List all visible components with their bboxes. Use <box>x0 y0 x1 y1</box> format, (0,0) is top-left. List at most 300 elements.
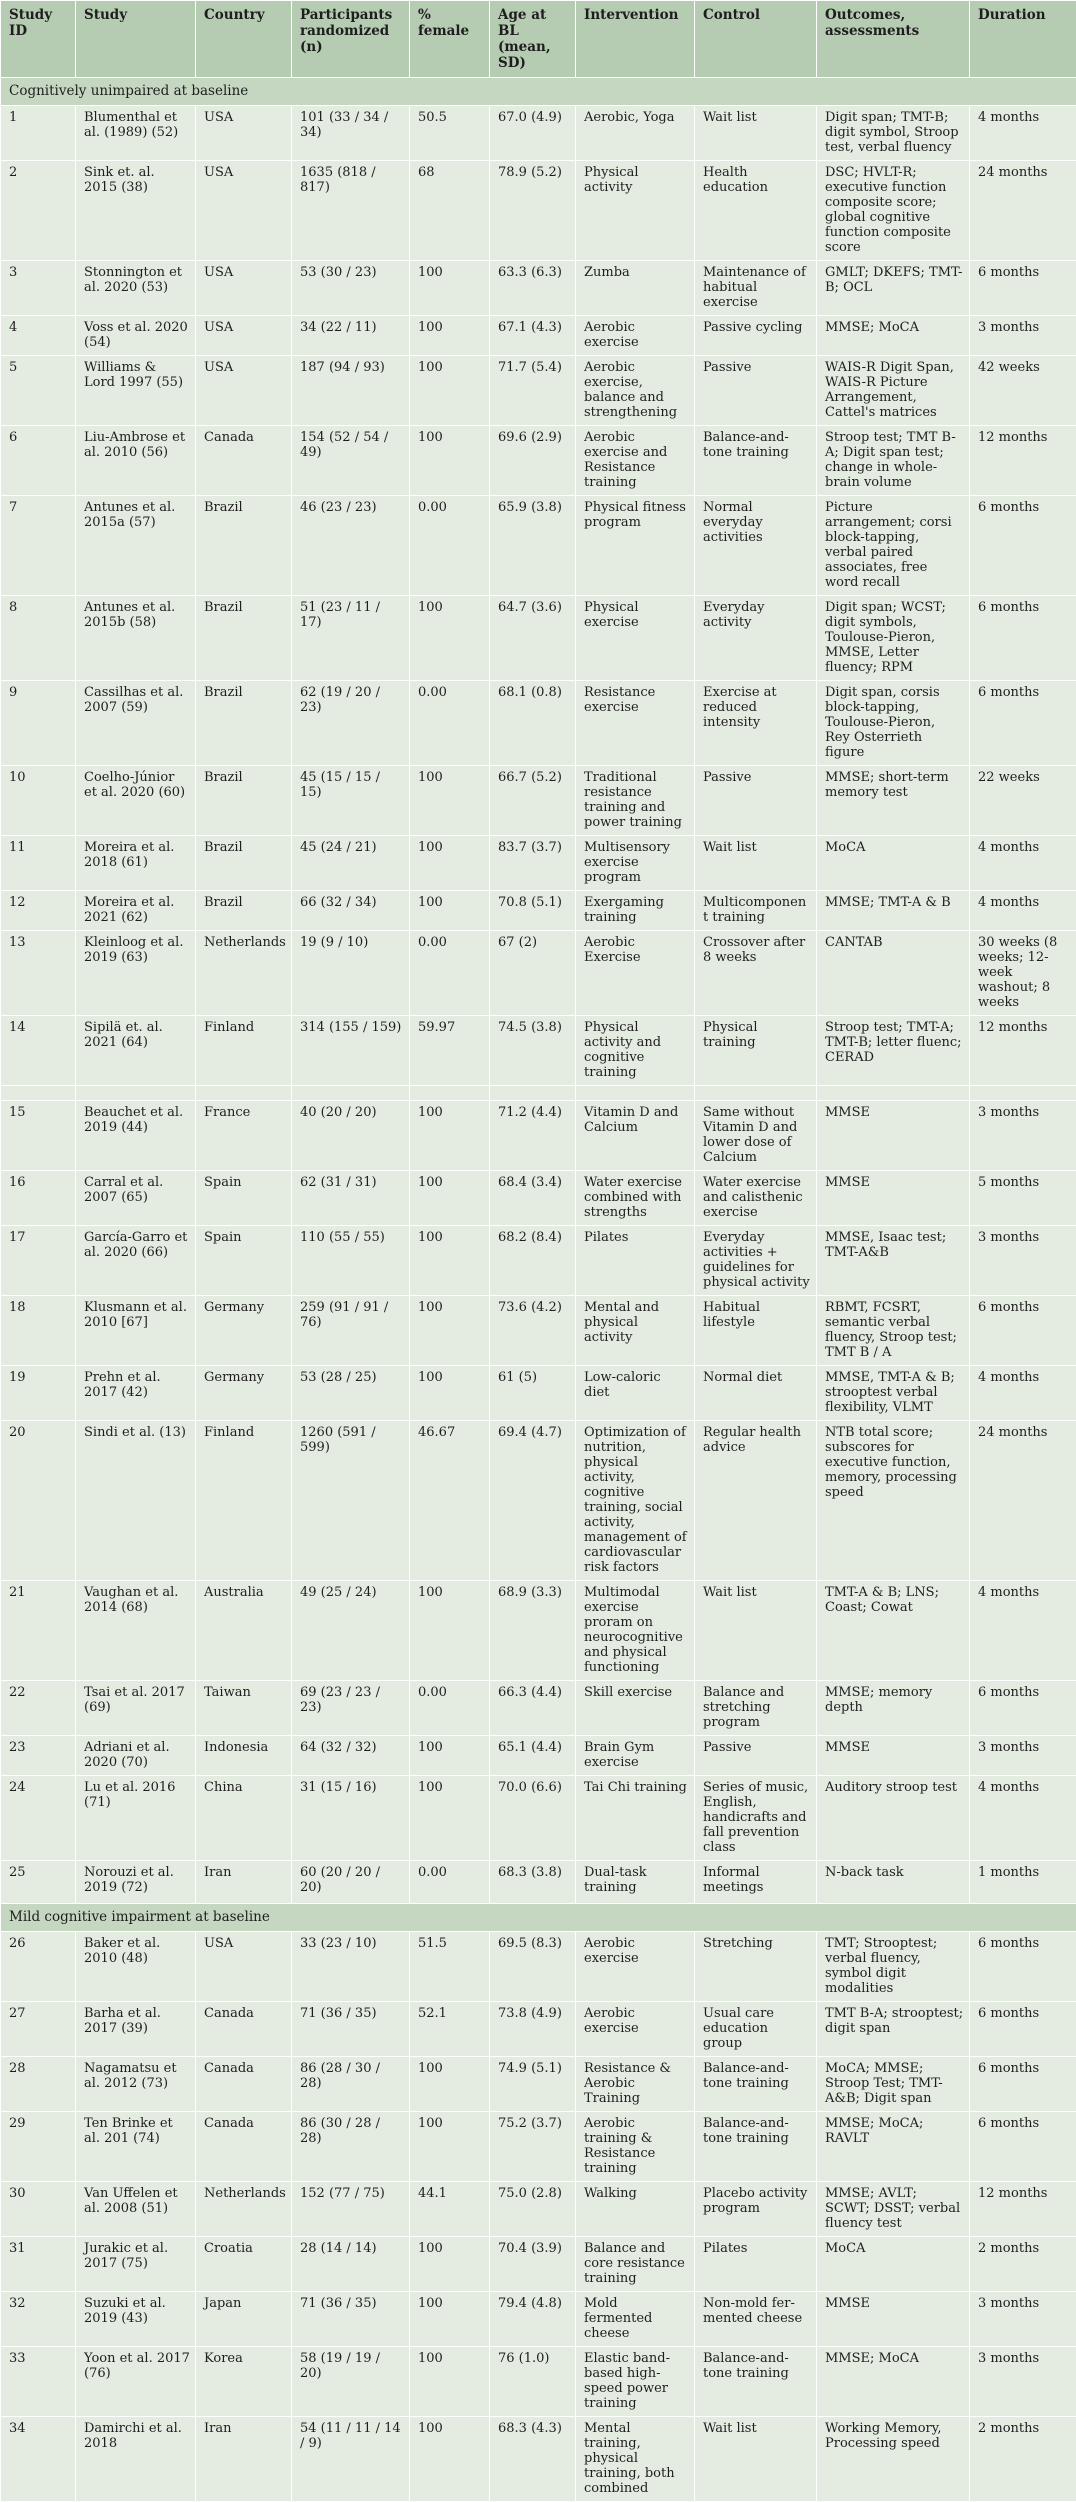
table-cell: 3 months <box>970 1226 1076 1296</box>
table-cell: 12 months <box>970 426 1076 496</box>
table-cell: 100 <box>410 1366 490 1421</box>
table-cell: Van Uffelen et al. 2008 (51) <box>76 2182 196 2237</box>
table-cell: 28 (14 / 14) <box>292 2237 410 2292</box>
table-cell: 68.3 (4.3) <box>490 2417 576 2502</box>
table-row <box>1 1861 1076 1904</box>
table-row <box>1 1932 1076 2002</box>
table-cell: Physical fitness program <box>576 496 695 596</box>
table-row <box>1 496 1076 596</box>
table-cell: 100 <box>410 2292 490 2347</box>
table-cell: Japan <box>196 2292 292 2347</box>
table-cell: Carral et al. 2007 (65) <box>76 1171 196 1226</box>
table-cell: Tai Chi training <box>576 1776 695 1861</box>
table-cell: Cassilhas et al. 2007 (59) <box>76 681 196 766</box>
table-cell: Passive cycling <box>695 316 817 356</box>
table-cell: 6 months <box>970 261 1076 316</box>
table-cell: 32 <box>1 2292 76 2347</box>
table-cell: 68.1 (0.8) <box>490 681 576 766</box>
table-cell: WAIS-R Digit Span, WAIS-R Picture Arrangement, Cattel's matrices <box>817 356 970 426</box>
empty-cell <box>292 1086 410 1101</box>
table-cell: 314 (155 / 159) <box>292 1016 410 1086</box>
column-header: Intervention <box>576 1 695 78</box>
table-cell: Water exercise combined with strengths <box>576 1171 695 1226</box>
table-cell: Voss et al. 2020 (54) <box>76 316 196 356</box>
table-cell: 21 <box>1 1581 76 1681</box>
table-cell: 70.4 (3.9) <box>490 2237 576 2292</box>
table-cell: Klusmann et al. 2010 [67] <box>76 1296 196 1366</box>
table-cell: Health education <box>695 161 817 261</box>
table-cell: Moreira et al. 2021 (62) <box>76 891 196 931</box>
column-header: Study <box>76 1 196 78</box>
table-cell: 64.7 (3.6) <box>490 596 576 681</box>
table-cell: 2 months <box>970 2417 1076 2502</box>
table-row <box>1 1016 1076 1086</box>
column-header: Outcomes, assessments <box>817 1 970 78</box>
table-cell: Sipilä et. al. 2021 (64) <box>76 1016 196 1086</box>
table-cell: 78.9 (5.2) <box>490 161 576 261</box>
table-cell: Netherlands <box>196 931 292 1016</box>
table-cell: 51 (23 / 11 / 17) <box>292 596 410 681</box>
table-cell: 6 months <box>970 2112 1076 2182</box>
table-cell: 34 <box>1 2417 76 2502</box>
table-cell: 19 (9 / 10) <box>292 931 410 1016</box>
table-cell: Usual care education group <box>695 2002 817 2057</box>
table-cell: 71 (36 / 35) <box>292 2292 410 2347</box>
table-row <box>1 1736 1076 1776</box>
table-row <box>1 316 1076 356</box>
table-cell: 4 months <box>970 836 1076 891</box>
table-cell: 3 months <box>970 2347 1076 2417</box>
table-cell: Brain Gym exercise <box>576 1736 695 1776</box>
table-cell: Brazil <box>196 496 292 596</box>
table-cell: Yoon et al. 2017 (76) <box>76 2347 196 2417</box>
column-header: Control <box>695 1 817 78</box>
table-cell: Canada <box>196 2057 292 2112</box>
table-row <box>1 681 1076 766</box>
table-row <box>1 1226 1076 1296</box>
table-row <box>1 356 1076 426</box>
table-cell: Finland <box>196 1016 292 1086</box>
table-cell: 79.4 (4.8) <box>490 2292 576 2347</box>
table-cell: TMT; Strooptest; verbal fluency, symbol digit modalities <box>817 1932 970 2002</box>
table-cell: MMSE; AVLT; SCWT; DSST; verbal fluency test <box>817 2182 970 2237</box>
table-cell: Pilates <box>695 2237 817 2292</box>
table-cell: Physical training <box>695 1016 817 1086</box>
table-cell: USA <box>196 1932 292 2002</box>
table-cell: 49 (25 / 24) <box>292 1581 410 1681</box>
table-cell: 23 <box>1 1736 76 1776</box>
table-cell: 65.1 (4.4) <box>490 1736 576 1776</box>
table-cell: Blumenthal et al. (1989) (52) <box>76 106 196 161</box>
table-cell: Liu-Ambrose et al. 2010 (56) <box>76 426 196 496</box>
table-cell: Aerobic exercise and Resistance training <box>576 426 695 496</box>
table-cell: 67.0 (4.9) <box>490 106 576 161</box>
table-cell: Mental and physical activity <box>576 1296 695 1366</box>
table-cell: GMLT; DKEFS; TMT-B; OCL <box>817 261 970 316</box>
table-cell: Mental training, physical training, both combined <box>576 2417 695 2502</box>
empty-cell <box>490 1086 576 1101</box>
table-cell: 16 <box>1 1171 76 1226</box>
table-cell: Canada <box>196 2112 292 2182</box>
table-cell: 66 (32 / 34) <box>292 891 410 931</box>
table-cell: MMSE <box>817 1736 970 1776</box>
table-cell: France <box>196 1101 292 1171</box>
table-cell: 69.4 (4.7) <box>490 1421 576 1581</box>
table-cell: 100 <box>410 2237 490 2292</box>
table-cell: Tsai et al. 2017 (69) <box>76 1681 196 1736</box>
table-cell: 100 <box>410 316 490 356</box>
table-cell: 68.2 (8.4) <box>490 1226 576 1296</box>
table-cell: Aerobic exercise <box>576 2002 695 2057</box>
table-cell: Taiwan <box>196 1681 292 1736</box>
empty-cell <box>1 1086 76 1101</box>
table-cell: Water exercise and calisthenic exercise <box>695 1171 817 1226</box>
table-cell: 4 <box>1 316 76 356</box>
table-cell: 0.00 <box>410 1681 490 1736</box>
table-cell: MoCA <box>817 2237 970 2292</box>
table-cell: 4 months <box>970 1366 1076 1421</box>
table-cell: 71 (36 / 35) <box>292 2002 410 2057</box>
table-cell: 83.7 (3.7) <box>490 836 576 891</box>
table-cell: 4 months <box>970 1776 1076 1861</box>
table-cell: Physical activity <box>576 161 695 261</box>
table-cell: 68.4 (3.4) <box>490 1171 576 1226</box>
table-cell: 9 <box>1 681 76 766</box>
table-row <box>1 2237 1076 2292</box>
table-cell: Beauchet et al. 2019 (44) <box>76 1101 196 1171</box>
table-cell: Aerobic exercise <box>576 1932 695 2002</box>
table-cell: 46 (23 / 23) <box>292 496 410 596</box>
table-cell: Croatia <box>196 2237 292 2292</box>
table-cell: 0.00 <box>410 681 490 766</box>
table-cell: 69.5 (8.3) <box>490 1932 576 2002</box>
table-cell: 6 months <box>970 2002 1076 2057</box>
table-cell: Norouzi et al. 2019 (72) <box>76 1861 196 1904</box>
table-cell: 6 months <box>970 1296 1076 1366</box>
table-cell: 20 <box>1 1421 76 1581</box>
table-cell: Picture arrangement; corsi block-tapping, verbal paired associates, free word recall <box>817 496 970 596</box>
table-cell: 69 (23 / 23 / 23) <box>292 1681 410 1736</box>
table-cell: 0.00 <box>410 496 490 596</box>
table-cell: 4 months <box>970 1581 1076 1681</box>
table-cell: MMSE, TMT-A & B; strooptest verbal flexibility, VLMT <box>817 1366 970 1421</box>
table-cell: Suzuki et al. 2019 (43) <box>76 2292 196 2347</box>
table-cell: 24 months <box>970 1421 1076 1581</box>
table-row <box>1 1366 1076 1421</box>
table-cell: Ten Brinke et al. 201 (74) <box>76 2112 196 2182</box>
table-cell: 1 <box>1 106 76 161</box>
table-cell: N-back task <box>817 1861 970 1904</box>
table-cell: 100 <box>410 1101 490 1171</box>
table-cell: 100 <box>410 596 490 681</box>
table-cell: Multicomponent training <box>695 891 817 931</box>
table-cell: Passive <box>695 356 817 426</box>
table-cell: Non-mold fer-mented cheese <box>695 2292 817 2347</box>
table-cell: 100 <box>410 1171 490 1226</box>
table-cell: 2 <box>1 161 76 261</box>
table-cell: 100 <box>410 1226 490 1296</box>
table-cell: 12 months <box>970 2182 1076 2237</box>
table-cell: 100 <box>410 766 490 836</box>
table-row <box>1 1296 1076 1366</box>
table-row <box>1 2057 1076 2112</box>
table-cell: MMSE; MoCA; RAVLT <box>817 2112 970 2182</box>
section-header-row <box>1 1904 1076 1932</box>
table-cell: Sindi et al. (13) <box>76 1421 196 1581</box>
table-cell: Everyday activity <box>695 596 817 681</box>
table-cell: Multimodal exercise proram on neurocognitive and physical functioning <box>576 1581 695 1681</box>
table-cell: 100 <box>410 2347 490 2417</box>
table-cell: 68 <box>410 161 490 261</box>
table-cell: 22 weeks <box>970 766 1076 836</box>
table-cell: 13 <box>1 931 76 1016</box>
table-cell: 73.8 (4.9) <box>490 2002 576 2057</box>
table-cell: MMSE; TMT-A & B <box>817 891 970 931</box>
table-cell: 71.2 (4.4) <box>490 1101 576 1171</box>
table-cell: Wait list <box>695 106 817 161</box>
table-cell: 0.00 <box>410 1861 490 1904</box>
table-cell: 62 (31 / 31) <box>292 1171 410 1226</box>
table-row <box>1 931 1076 1016</box>
table-cell: 26 <box>1 1932 76 2002</box>
table-cell: 14 <box>1 1016 76 1086</box>
table-cell: 3 months <box>970 2292 1076 2347</box>
column-header: Age at BL (mean, SD) <box>490 1 576 78</box>
table-cell: Spain <box>196 1226 292 1296</box>
table-cell: 75.0 (2.8) <box>490 2182 576 2237</box>
table-cell: Wait list <box>695 1581 817 1681</box>
table-cell: Spain <box>196 1171 292 1226</box>
table-cell: Informal meetings <box>695 1861 817 1904</box>
table-cell: Finland <box>196 1421 292 1581</box>
table-row <box>1 596 1076 681</box>
table-cell: 100 <box>410 426 490 496</box>
table-cell: Adriani et al. 2020 (70) <box>76 1736 196 1776</box>
table-row <box>1 1776 1076 1861</box>
table-cell: 71.7 (5.4) <box>490 356 576 426</box>
table-cell: Balance and stretching program <box>695 1681 817 1736</box>
table-cell: 45 (15 / 15 / 15) <box>292 766 410 836</box>
table-cell: 6 months <box>970 681 1076 766</box>
table-row <box>1 1421 1076 1581</box>
table-cell: 100 <box>410 836 490 891</box>
table-cell: 100 <box>410 1776 490 1861</box>
table-cell: 2 months <box>970 2237 1076 2292</box>
table-row <box>1 2112 1076 2182</box>
table-cell: 17 <box>1 1226 76 1296</box>
column-header: Participants randomized (n) <box>292 1 410 78</box>
section-header-row <box>1 78 1076 106</box>
empty-cell <box>76 1086 196 1101</box>
table-cell: 69.6 (2.9) <box>490 426 576 496</box>
table-cell: 50.5 <box>410 106 490 161</box>
table-cell: Lu et al. 2016 (71) <box>76 1776 196 1861</box>
table-cell: RBMT, FCSRT, semantic verbal fluency, Stroop test; TMT B / A <box>817 1296 970 1366</box>
table-cell: MMSE; short-term memory test <box>817 766 970 836</box>
table-cell: Prehn et al. 2017 (42) <box>76 1366 196 1421</box>
table-cell: Williams & Lord 1997 (55) <box>76 356 196 426</box>
table-cell: Korea <box>196 2347 292 2417</box>
table-cell: 29 <box>1 2112 76 2182</box>
table-cell: Vaughan et al. 2014 (68) <box>76 1581 196 1681</box>
table-cell: TMT-A & B; LNS; Coast; Cowat <box>817 1581 970 1681</box>
table-cell: 67.1 (4.3) <box>490 316 576 356</box>
table-cell: 8 <box>1 596 76 681</box>
table-cell: Balance-and-tone training <box>695 2057 817 2112</box>
table-cell: Walking <box>576 2182 695 2237</box>
table-cell: 10 <box>1 766 76 836</box>
table-cell: 53 (28 / 25) <box>292 1366 410 1421</box>
table-cell: 1635 (818 / 817) <box>292 161 410 261</box>
table-row <box>1 766 1076 836</box>
table-cell: Crossover after 8 weeks <box>695 931 817 1016</box>
table-cell: 7 <box>1 496 76 596</box>
table-row <box>1 1101 1076 1171</box>
table-cell: MMSE; MoCA <box>817 316 970 356</box>
table-cell: Jurakic et al. 2017 (75) <box>76 2237 196 2292</box>
table-row <box>1 891 1076 931</box>
table-cell: Brazil <box>196 681 292 766</box>
table-cell: 67 (2) <box>490 931 576 1016</box>
empty-cell <box>410 1086 490 1101</box>
column-header: % female <box>410 1 490 78</box>
spacer-row <box>1 1086 1076 1101</box>
table-cell: 64 (32 / 32) <box>292 1736 410 1776</box>
table-cell: 24 months <box>970 161 1076 261</box>
table-cell: 74.9 (5.1) <box>490 2057 576 2112</box>
table-cell: 86 (30 / 28 / 28) <box>292 2112 410 2182</box>
table-cell: Brazil <box>196 891 292 931</box>
table-cell: 70.0 (6.6) <box>490 1776 576 1861</box>
table-cell: Everyday activities + guidelines for physical activity <box>695 1226 817 1296</box>
table-cell: Multisensory exercise program <box>576 836 695 891</box>
table-cell: NTB total score; subscores for executive function, memory, processing speed <box>817 1421 970 1581</box>
section-label: Mild cognitive impairment at baseline <box>1 1904 1076 1932</box>
table-cell: Normal everyday activities <box>695 496 817 596</box>
table-cell: Iran <box>196 1861 292 1904</box>
table-cell: Pilates <box>576 1226 695 1296</box>
table-cell: Baker et al. 2010 (48) <box>76 1932 196 2002</box>
table-cell: Germany <box>196 1296 292 1366</box>
table-cell: Digit span, corsis block-tapping, Toulouse-Pieron, Rey Osterrieth figure <box>817 681 970 766</box>
table-cell: Passive <box>695 1736 817 1776</box>
table-cell: 11 <box>1 836 76 891</box>
table-cell: Iran <box>196 2417 292 2502</box>
table-cell: Optimization of nutrition, physical activity, cognitive training, social activity, management of cardiovascular risk factors <box>576 1421 695 1581</box>
table-row <box>1 1681 1076 1736</box>
table-cell: Balance-and-tone training <box>695 2347 817 2417</box>
table-cell: Resistance exercise <box>576 681 695 766</box>
table-cell: MMSE, Isaac test; TMT-A&B <box>817 1226 970 1296</box>
table-row <box>1 2002 1076 2057</box>
table-cell: MMSE <box>817 1171 970 1226</box>
table-cell: MMSE; MoCA <box>817 2347 970 2417</box>
table-cell: 54 (11 / 11 / 14 / 9) <box>292 2417 410 2502</box>
table-cell: Dual-task training <box>576 1861 695 1904</box>
table-cell: 66.3 (4.4) <box>490 1681 576 1736</box>
table-cell: 58 (19 / 19 / 20) <box>292 2347 410 2417</box>
table-cell: Stonnington et al. 2020 (53) <box>76 261 196 316</box>
column-header: Study ID <box>1 1 76 78</box>
table-cell: 65.9 (3.8) <box>490 496 576 596</box>
table-cell: 24 <box>1 1776 76 1861</box>
table-cell: Aerobic exercise <box>576 316 695 356</box>
table-cell: 52.1 <box>410 2002 490 2057</box>
table-cell: 187 (94 / 93) <box>292 356 410 426</box>
table-cell: 3 <box>1 261 76 316</box>
table-row <box>1 1581 1076 1681</box>
table-cell: Mold fermented cheese <box>576 2292 695 2347</box>
table-cell: Brazil <box>196 836 292 891</box>
table-cell: 100 <box>410 891 490 931</box>
table-cell: Damirchi et al. 2018 <box>76 2417 196 2502</box>
table-cell: 4 months <box>970 106 1076 161</box>
table-row <box>1 2182 1076 2237</box>
table-cell: Auditory stroop test <box>817 1776 970 1861</box>
table-cell: 70.8 (5.1) <box>490 891 576 931</box>
table-cell: 152 (77 / 75) <box>292 2182 410 2237</box>
table-cell: Exercise at reduced intensity <box>695 681 817 766</box>
table-cell: 5 <box>1 356 76 426</box>
table-cell: 12 months <box>970 1016 1076 1086</box>
table-cell: MMSE; memory depth <box>817 1681 970 1736</box>
table-cell: 154 (52 / 54 / 49) <box>292 426 410 496</box>
table-cell: 3 months <box>970 1101 1076 1171</box>
table-cell: Coelho-Júnior et al. 2020 (60) <box>76 766 196 836</box>
table-cell: Antunes et al. 2015a (57) <box>76 496 196 596</box>
table-cell: MMSE <box>817 2292 970 2347</box>
table-cell: Traditional resistance training and power training <box>576 766 695 836</box>
table-cell: 66.7 (5.2) <box>490 766 576 836</box>
table-header <box>1 1 1076 78</box>
table-row <box>1 261 1076 316</box>
table-cell: 27 <box>1 2002 76 2057</box>
table-cell: Wait list <box>695 2417 817 2502</box>
table-cell: Balance and core resistance training <box>576 2237 695 2292</box>
table-cell: 75.2 (3.7) <box>490 2112 576 2182</box>
table-row <box>1 2417 1076 2502</box>
table-cell: 42 weeks <box>970 356 1076 426</box>
table-cell: Barha et al. 2017 (39) <box>76 2002 196 2057</box>
table-cell: Low-caloric diet <box>576 1366 695 1421</box>
table-cell: Physical exercise <box>576 596 695 681</box>
table-cell: 28 <box>1 2057 76 2112</box>
table-cell: Exergaming training <box>576 891 695 931</box>
table-cell: 31 (15 / 16) <box>292 1776 410 1861</box>
table-cell: 15 <box>1 1101 76 1171</box>
table-cell: Balance-and-tone training <box>695 426 817 496</box>
table-cell: Physical activity and cognitive training <box>576 1016 695 1086</box>
table-cell: 6 months <box>970 1932 1076 2002</box>
table-cell: Passive <box>695 766 817 836</box>
table-cell: 110 (55 / 55) <box>292 1226 410 1296</box>
empty-cell <box>695 1086 817 1101</box>
table-cell: Same without Vitamin D and lower dose of Calcium <box>695 1101 817 1171</box>
table-cell: Indonesia <box>196 1736 292 1776</box>
table-cell: USA <box>196 161 292 261</box>
table-cell: Kleinloog et al. 2019 (63) <box>76 931 196 1016</box>
table-cell: Normal diet <box>695 1366 817 1421</box>
table-cell: Zumba <box>576 261 695 316</box>
table-cell: 0.00 <box>410 931 490 1016</box>
table-cell: 34 (22 / 11) <box>292 316 410 356</box>
table-cell: Maintenance of habitual exercise <box>695 261 817 316</box>
table-cell: 1 months <box>970 1861 1076 1904</box>
table-cell: 63.3 (6.3) <box>490 261 576 316</box>
table-row <box>1 2347 1076 2417</box>
table-cell: Stroop test; TMT B-A; Digit span test; change in whole-brain volume <box>817 426 970 496</box>
table-cell: 6 months <box>970 1681 1076 1736</box>
